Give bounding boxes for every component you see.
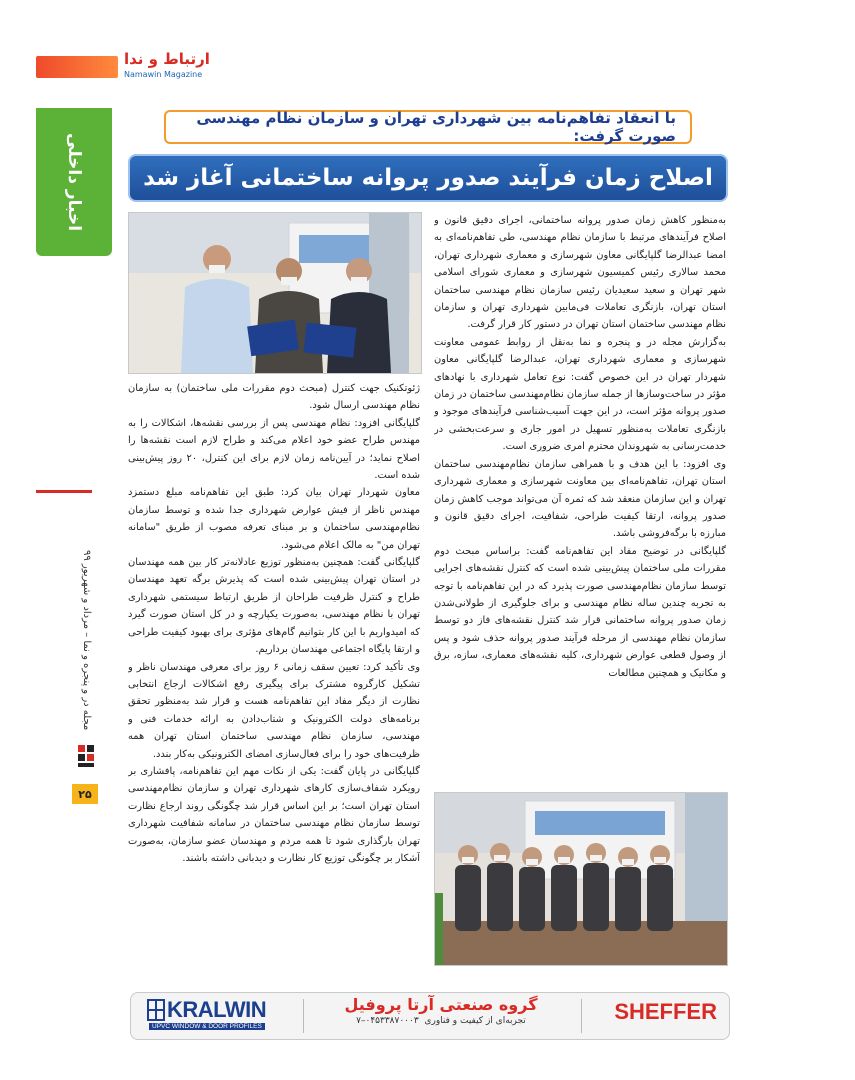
kralwin-tagline: UPVC WINDOW & DOOR PROFILES (149, 1023, 265, 1030)
logo-name: ارتباط و ندا (124, 50, 210, 68)
paragraph: گلپایگانی در توضیح مفاد این تفاهم‌نامه گفت: براساس مبحث دوم مقررات ملی ساختمان پیش‌بینی شده است که کنترل نقشه‌های اجرایی توسط سازمان نظام‌مهندسی صورت پذیرد که در این تفاهم‌نامه با توجه به تجربه چندین ساله نظام مهندسی و برای جلوگیری از طولانی‌شدن زمان صدور پروانه ساختمانی قرار شد کنترل نقشه‌های فاز دو توسط سازمان نظام مهندسی از مرحله فرآیند صدور پروانه حذف شود و پس از وصول قطعی عوارض شهرداری، کلیه نقشه‌های معماری، سازه، برق و مکانیک و همچنین مطالعات (434, 545, 726, 679)
ad-tagline: تجربه‌ای از کیفیت و فناوری (424, 1016, 526, 1026)
side-issue-label: مجله در و پنجره و نما – مرداد و شهریور ۹۹ (81, 549, 92, 730)
logo-sub: Namawin Magazine (124, 70, 203, 79)
paragraph: به‌منظور کاهش زمان صدور پروانه ساختمانی، اجرای دقیق قانون و اصلاح فرآیندهای مرتبط با سازمان نظام مهندسی، طی تفاهم‌نامه‌ای به امضا عبدالرضا گلپایگانی معاون شهرسازی و معماری شهرداری تهران، محمد سالاری رئیس کمیسیون شهرسازی و معماری شورای اسلامی شهر تهران و سعید سعیدیان رئیس سازمان نظام مهندسی ساختمان استان تهران، بازنگری تعاملات فی‌مابین شهرداری تهران و سازمان نظام مهندسی ساختمان استان تهران در دستور کار قرار گرفت. (434, 215, 726, 331)
section-tab (36, 108, 112, 256)
group-photo (434, 792, 728, 966)
paragraph: به‌گزارش مجله در و پنجره و نما به‌نقل از روابط عمومی معاونت شهرسازی و معماری شهرداری تهران، عبدالرضا گلپایگانی معاون شهردار تهران در این خصوص گفت: نوع تعامل شهرداری با نهادهای مؤثر در ساخت‌وسازها از جمله سازمان نظام‌مهندسی ساختمان در زمان صدور پروانه مؤثر است، در این جهت آسیب‌شناسی فرآیندهای موجود و بازنگری تعاملات به‌منظور تسهیل در امور جاری و سرعت‌بخشی در خدمت‌رسانی به شهروندان محترم امری ضروری است. (434, 336, 726, 453)
subheadline-box (164, 110, 692, 144)
section-tab-label: اخبار داخلی (64, 132, 84, 232)
article-left-column (128, 380, 420, 972)
side-issue-text (72, 520, 92, 730)
article-right-column (434, 212, 726, 788)
subheadline: با انعقاد تفاهم‌نامه بین شهرداری تهران و سازمان نظام مهندسی صورت گرفت: (196, 109, 676, 145)
kralwin-wordmark: KRALWIN (167, 997, 267, 1022)
ad-divider (303, 999, 304, 1033)
magazine-mark-icon (76, 743, 96, 769)
paragraph: وی تأکید کرد: تعیین سقف زمانی ۶ روز برای معرفی مهندسان ناظر و تشکیل کارگروه مشترک برای پیگیری رفع اشکالات ارجاع انتخابی نظارت از دیگر مفاد این تفاهم‌نامه هست و قرار شد به‌منظور تحقق برنامه‌های دولت الکترونیک و شتاب‌دادن به ارائه خدمات فنی و مهندسی، سازمان نظام مهندسی ساختمان استان تهران همه ظرفیت‌های خود را برای فعال‌سازی امضای الکترونیکی به‌کار بندد. (128, 661, 420, 760)
magazine-logo (124, 50, 234, 84)
paragraph: گلپایگانی افزود: نظام مهندسی پس از بررسی نقشه‌ها، اشکالات را به مهندس طراح عضو خود اعلام می‌کند و طراح لازم است نقشه‌ها را اصلاح نماید؛ در آیین‌نامه زمان لازم برای این کنترل، ۲۰ روز پیش‌بینی شده است. (128, 417, 420, 482)
kralwin-logo (141, 997, 301, 1033)
headline-banner (128, 154, 728, 202)
side-red-rule (36, 490, 92, 493)
paragraph: معاون شهردار تهران بیان کرد: طبق این تفاهم‌نامه مبلغ دستمزد مهندس ناظر از فیش عوارض شهرداری جدا شده و توسط سازمان نظام‌مهندسی ساختمان و بر مبنای تعرفه مصوب از طریق "سامانه تهران من" به مالک اعلام می‌شود. (128, 487, 420, 551)
paragraph: گلپایگانی گفت: همچنین به‌منظور توزیع عادلانه‌تر کار بین همه مهندسان در استان تهران پیش‌بینی شده است که پذیرش برگه تعهد مهندسان طراح و کنترل ظرفیت طراحان از طریق ارتباط سیستمی شهرداری تهران با نظام مهندسی، به‌صورت یکپارچه و در کل استان صورت گیرد که امیدواریم با این کار بتوانیم گام‌های مؤثری برای بهبود کیفیت طراحی و ارتقا پایگاه اجتماعی مهندسان برداریم. (128, 557, 420, 656)
paragraph: وی افزود: با این هدف و با همراهی سازمان نظام‌مهندسی ساختمان استان تهران، تفاهم‌نامه‌ای بین معاونت شهرسازی و معماری شهرداری تهران و این سازمان منعقد شد که ثمره آن می‌تواند موجب کاهش زمان صدور پروانه، ارتقا کیفیت طراحی، شفافیت، اجرای دقیق قانون و مبارزه با برگه‌فروشی باشد. (434, 458, 726, 540)
ad-divider (581, 999, 582, 1033)
paragraph: گلپایگانی در پایان گفت: یکی از نکات مهم این تفاهم‌نامه، پافشاری بر رویکرد شفاف‌سازی کارهای شهرداری تهران و سازمان نظام‌مهندسی استان تهران است؛ بر این اساس قرار شد چگونگی روند ارجاع نظارت توسط سازمان نظام مهندسی ساختمان در سامانه شفافیت شهرداری تهران بارگذاری شود تا همه مردم و مهندسان عضو سازمان، به‌صورت آشکار بر چگونگی توزیع کار نظارت و دیدبانی داشته باشند. (128, 765, 420, 864)
signing-photo (128, 212, 422, 374)
window-icon (147, 999, 165, 1021)
advertisement-banner[interactable] (130, 992, 730, 1040)
paragraph: ژئوتکنیک جهت کنترل (مبحث دوم مقررات ملی ساختمان) به سازمان نظام مهندسی ارسال شود. (128, 383, 420, 412)
headline: اصلاح زمان فرآیند صدور پروانه ساختمانی آغاز شد (143, 165, 713, 191)
sheffer-logo: SHEFFER (614, 999, 717, 1024)
page-number: ۲۵ (72, 784, 98, 804)
ad-tagline-line (311, 1016, 571, 1026)
brand-color-bar (36, 56, 118, 78)
ad-phone: ۰۴۵۳۳۸۷۰۰۰۳–۷ (356, 1016, 419, 1026)
ad-company-block (311, 995, 571, 1035)
ad-company-name: گروه صنعتی آرتا پروفیل (344, 995, 538, 1014)
